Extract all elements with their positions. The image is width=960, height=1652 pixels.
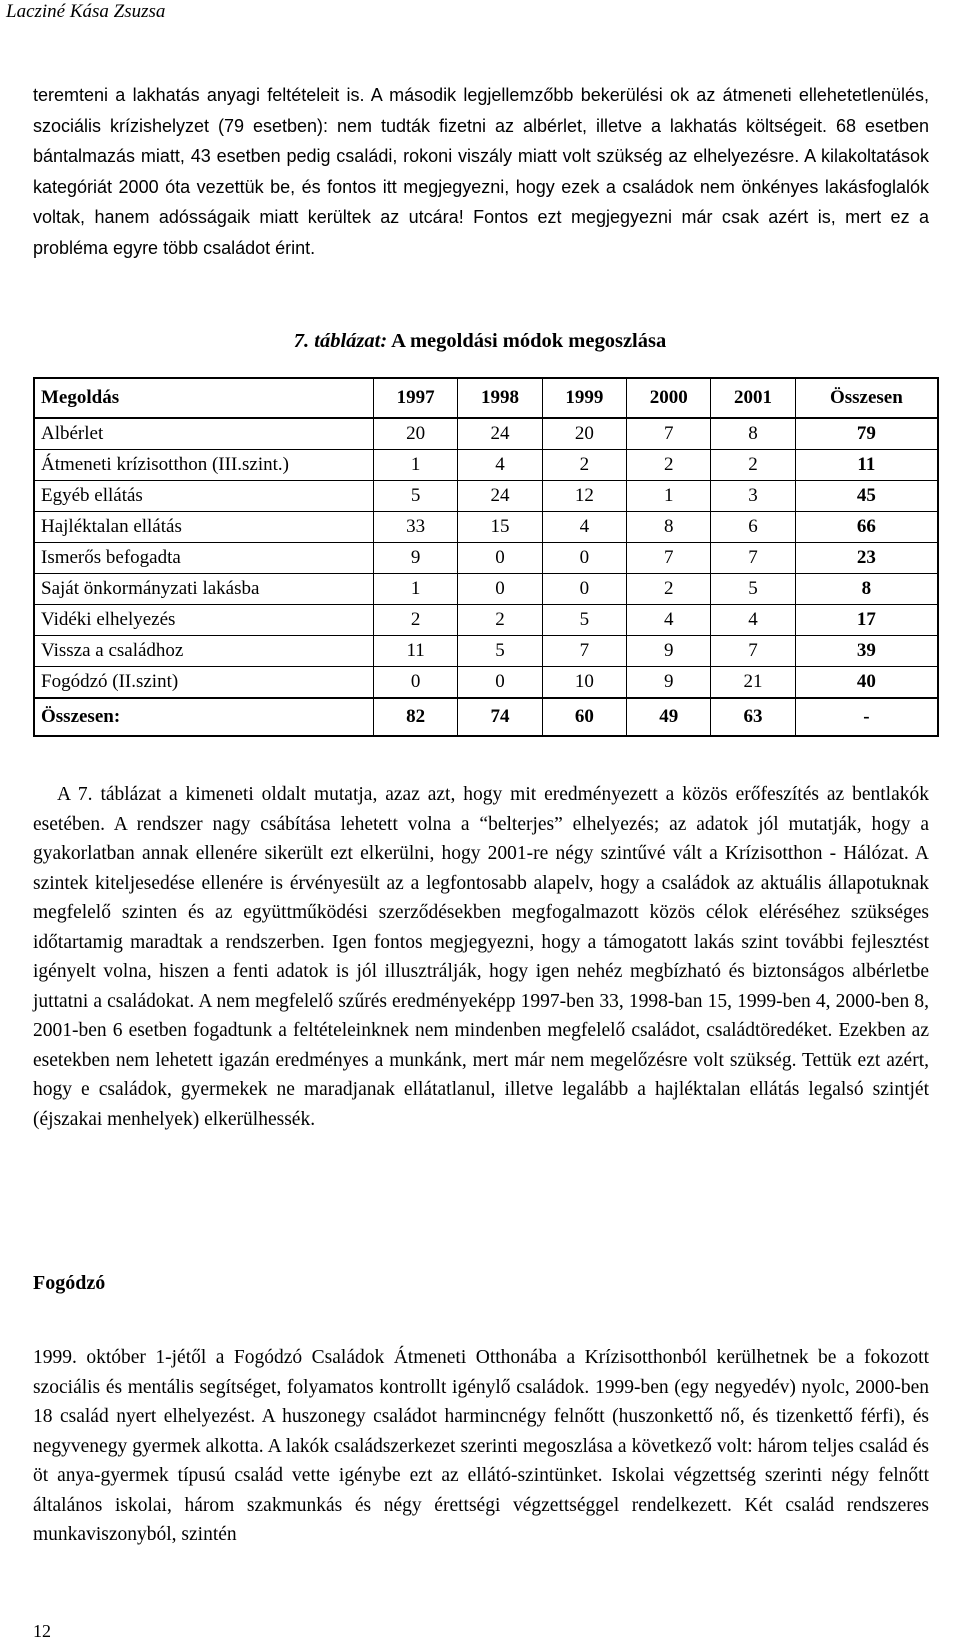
table-row: [34, 543, 938, 574]
running-header-author: Lacziné Kása Zsuzsa: [6, 1, 166, 22]
cell-2001: 8: [711, 418, 795, 450]
header-cell-1999: 1999: [542, 378, 626, 418]
cell-1999: 0: [542, 574, 626, 605]
cell-2000: 8: [627, 512, 711, 543]
paragraph-intro: teremteni a lakhatás anyagi feltételeit is. A második legjellemzőbb bekerülési ok az átmeneti ellehetetlenülés, szociális krízishelyzet (79 esetben): nem tudták fizetni az albérlet, illetve a lakhatás költségeit. 68 esetben bántalmazás miatt, 43 esetben pedig családi, rokoni viszály miatt volt szükség az elhelyezésre. A kilakoltatások kategóriát 2000 óta vezettük be, és fontos itt megjegyezni, hogy ezek a családok nem önkényes lakásfoglalók voltak, hanem adósságaik miatt kerültek az utcára! Fontos ezt megjegyezni már csak azért is, mert ez a probléma egyre több családot érint.: [33, 85, 929, 258]
cell-1999: 7: [542, 636, 626, 667]
total-row-label: Összesen:: [34, 698, 374, 736]
table-row: [34, 418, 938, 450]
row-label: Egyéb ellátás: [34, 481, 374, 512]
cell-1997: 33: [374, 512, 458, 543]
cell-total: 11: [795, 450, 938, 481]
cell-total: 8: [795, 574, 938, 605]
cell-total: 17: [795, 605, 938, 636]
cell-1999: 5: [542, 605, 626, 636]
header-cell-1997: 1997: [374, 378, 458, 418]
total-1997: 82: [374, 698, 458, 736]
cell-2001: 2: [711, 450, 795, 481]
cell-1999: 10: [542, 667, 626, 699]
cell-1997: 1: [374, 574, 458, 605]
cell-1998: 0: [458, 543, 542, 574]
cell-1998: 4: [458, 450, 542, 481]
row-label: Vissza a családhoz: [34, 636, 374, 667]
cell-2000: 1: [627, 481, 711, 512]
paragraph-fogodzo: 1999. október 1-jétől a Fogódzó Családok Átmeneti Otthonába a Krízisotthonból kerülhetnek be a fokozott szociális és mentális segítséget, folyamatos kontrollt igénylő családok. 1999-ben (egy negyedév) nyolc, 2000-ben 18 család nyert elhelyezést. A huszonegy családot harmincnégy felnőtt (huszonkettő nő, és tizenkettő férfi), és negyvenegy gyermek alkotta. A lakók családszerkezet szerinti megoszlása a következő volt: három teljes család és öt anya-gyermek típusú család vette igénybe ezt az ellátó-szintünket. Iskolai végzettség szerinti négy felnőtt általános iskolai, három szakmunkás és négy érettségi végzettséggel rendelkezett. Két család rendszeres munkaviszonyból, szintén: [33, 1347, 929, 1545]
cell-1998: 2: [458, 605, 542, 636]
cell-1999: 4: [542, 512, 626, 543]
cell-1997: 9: [374, 543, 458, 574]
header-cell-2000: 2000: [627, 378, 711, 418]
cell-2001: 7: [711, 543, 795, 574]
total-2001: 63: [711, 698, 795, 736]
cell-total: 79: [795, 418, 938, 450]
paragraph-table-discussion-text: A 7. táblázat a kimeneti oldalt mutatja, azaz azt, hogy mit eredményezett a közös erőfeszítés az bentlakók esetében. A rendszer nagy csábítása lehetett volna a “belterjes” elhelyezés; az adatok jól mutatják, hogy a gyakorlatban annak ellenére sikerült ezt elkerülni, hogy 2001-re négy szintűvé vált a Krízisotthon - Hálózat. A szintek kiteljesedése ellenére is érvényesült az a legfontosabb alapelv, hogy a családok az aktuális állapotuknak megfelelő szinten és az együttműködési szerződésekben megfogalmazott közös célok eléréséhez szükséges időtartamig maradtak a rendszerben. Igen fontos megjegyezni, hogy a támogatott lakás szint további fejlesztést igényelt volna, hiszen a fenti adatok is jól illusztrálják, hogy igen nehéz megbízható és biztonságos albérletbe juttatni a családokat. A nem megfelelő szűrés eredményeképp 1997-ben 33, 1998-ban 15, 1999-ben 4, 2000-ben 8, 2001-ben 6 esetben fogadtunk a feltételeinknek nem mindenben megfelelő családot, családtöredéket. Ezekben az esetekben nem lehetett igazán eredményes a munkánk, mert már nem megelőzésre volt szükség. Tettük ezt azért, hogy e családok, gyermekek ne maradjanak ellátatlanul, illetve legalább a hajléktalan ellátás legalsó szintjét (éjszakai menhelyek) elkerülhessék.: [33, 784, 929, 1130]
cell-1997: 11: [374, 636, 458, 667]
cell-2000: 4: [627, 605, 711, 636]
cell-1997: 20: [374, 418, 458, 450]
table-caption-title: A megoldási módok megoszlása: [387, 330, 667, 352]
header-cell-2001: 2001: [711, 378, 795, 418]
section-heading: Fogódzó: [33, 1272, 106, 1294]
cell-2001: 6: [711, 512, 795, 543]
cell-2001: 7: [711, 636, 795, 667]
cell-2000: 7: [627, 418, 711, 450]
cell-2000: 2: [627, 574, 711, 605]
cell-2000: 9: [627, 667, 711, 699]
cell-1998: 0: [458, 574, 542, 605]
cell-1998: 0: [458, 667, 542, 699]
table-row: [34, 636, 938, 667]
cell-2000: 7: [627, 543, 711, 574]
cell-1997: 2: [374, 605, 458, 636]
cell-1999: 20: [542, 418, 626, 450]
table-header-row: [34, 378, 938, 418]
table-row: [34, 481, 938, 512]
cell-total: 23: [795, 543, 938, 574]
table-row: [34, 574, 938, 605]
total-2000: 49: [627, 698, 711, 736]
cell-1998: 15: [458, 512, 542, 543]
total-1999: 60: [542, 698, 626, 736]
cell-2001: 5: [711, 574, 795, 605]
solutions-table: [33, 377, 939, 737]
cell-1997: 1: [374, 450, 458, 481]
cell-2001: 21: [711, 667, 795, 699]
cell-1999: 12: [542, 481, 626, 512]
row-label: Hajléktalan ellátás: [34, 512, 374, 543]
cell-1997: 0: [374, 667, 458, 699]
table-row: [34, 512, 938, 543]
cell-1999: 0: [542, 543, 626, 574]
header-cell-total: Összesen: [795, 378, 938, 418]
table-caption-number: 7. táblázat:: [293, 330, 388, 352]
cell-2001: 3: [711, 481, 795, 512]
row-label: Albérlet: [34, 418, 374, 450]
cell-2000: 9: [627, 636, 711, 667]
total-overall: -: [795, 698, 938, 736]
paragraph-table-discussion: [33, 780, 929, 1134]
cell-total: 40: [795, 667, 938, 699]
cell-2001: 4: [711, 605, 795, 636]
table-row: [34, 605, 938, 636]
header-cell-1998: 1998: [458, 378, 542, 418]
table-row: [34, 667, 938, 699]
header-cell-solution: Megoldás: [34, 378, 374, 418]
row-label: Vidéki elhelyezés: [34, 605, 374, 636]
cell-total: 39: [795, 636, 938, 667]
cell-2000: 2: [627, 450, 711, 481]
cell-total: 45: [795, 481, 938, 512]
cell-1998: 5: [458, 636, 542, 667]
table-total-row: [34, 698, 938, 736]
cell-1998: 24: [458, 418, 542, 450]
cell-1997: 5: [374, 481, 458, 512]
total-1998: 74: [458, 698, 542, 736]
cell-1999: 2: [542, 450, 626, 481]
row-label: Saját önkormányzati lakásba: [34, 574, 374, 605]
table-row: [34, 450, 938, 481]
table-caption: [0, 328, 960, 354]
page-number: 12: [33, 1621, 51, 1641]
cell-1998: 24: [458, 481, 542, 512]
row-label: Fogódzó (II.szint): [34, 667, 374, 699]
cell-total: 66: [795, 512, 938, 543]
row-label: Ismerős befogadta: [34, 543, 374, 574]
row-label: Átmeneti krízisotthon (III.szint.): [34, 450, 374, 481]
